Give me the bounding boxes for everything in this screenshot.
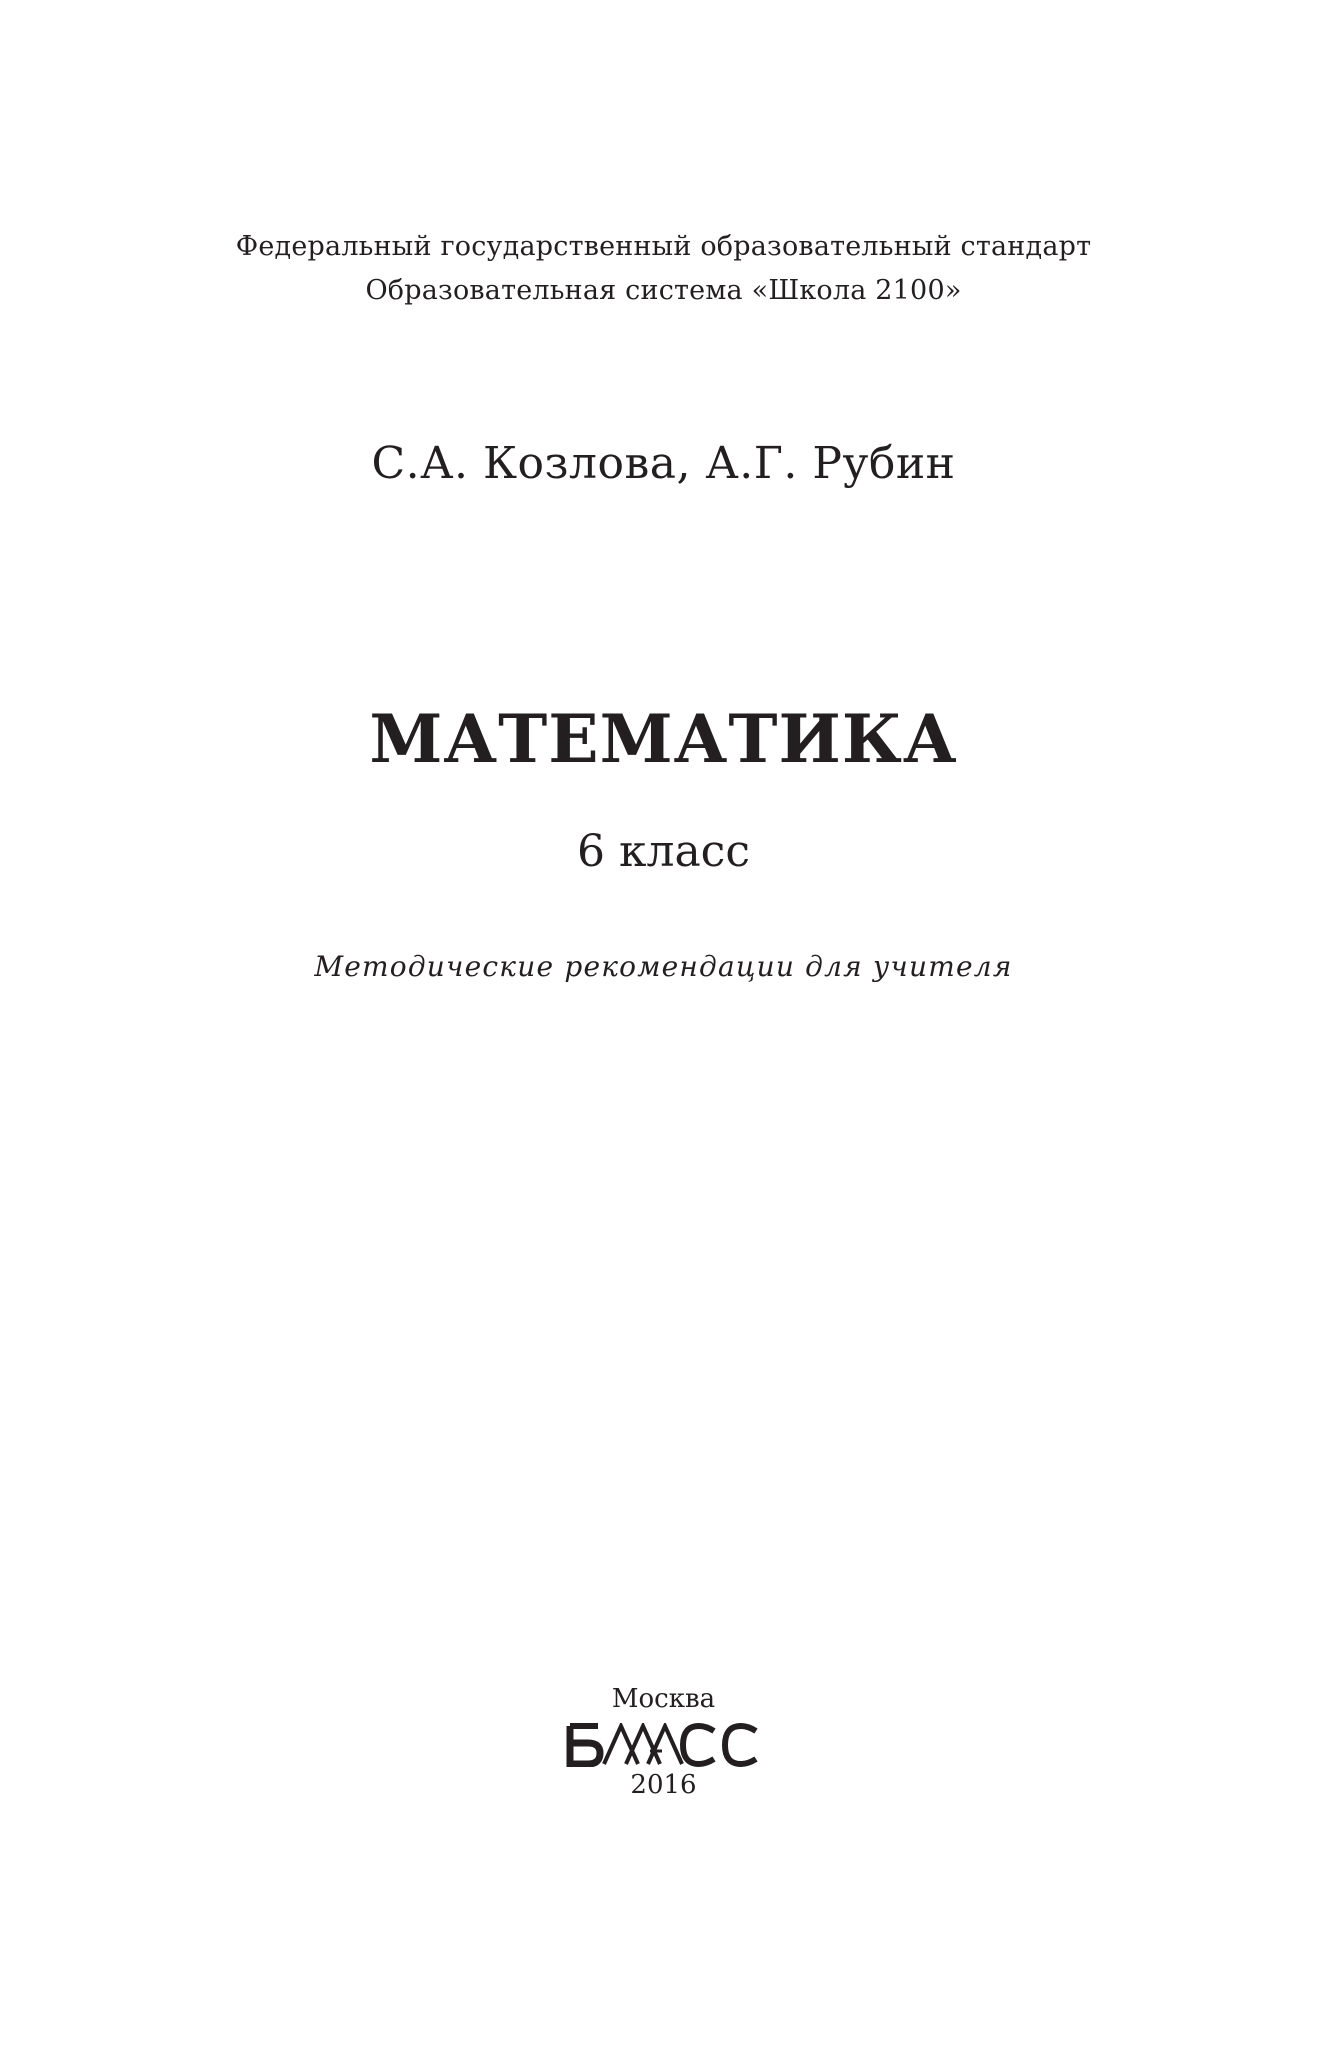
publication-year: 2016 xyxy=(630,1770,697,1800)
grade: 6 класс xyxy=(577,826,750,877)
authors: С.А. Козлова, А.Г. Рубин xyxy=(371,438,956,489)
publisher-logo xyxy=(0,1723,1327,1767)
standard-line: Федеральный государственный образовательный стандарт xyxy=(235,231,1092,262)
education-system-line: Образовательная система «Школа 2100» xyxy=(365,275,962,306)
publication-city: Москва xyxy=(611,1684,716,1714)
subtitle: Методические рекомендации для учителя xyxy=(314,950,1013,983)
publisher-logo-icon xyxy=(566,1723,762,1767)
book-title: МАТЕМАТИКА xyxy=(369,700,958,778)
